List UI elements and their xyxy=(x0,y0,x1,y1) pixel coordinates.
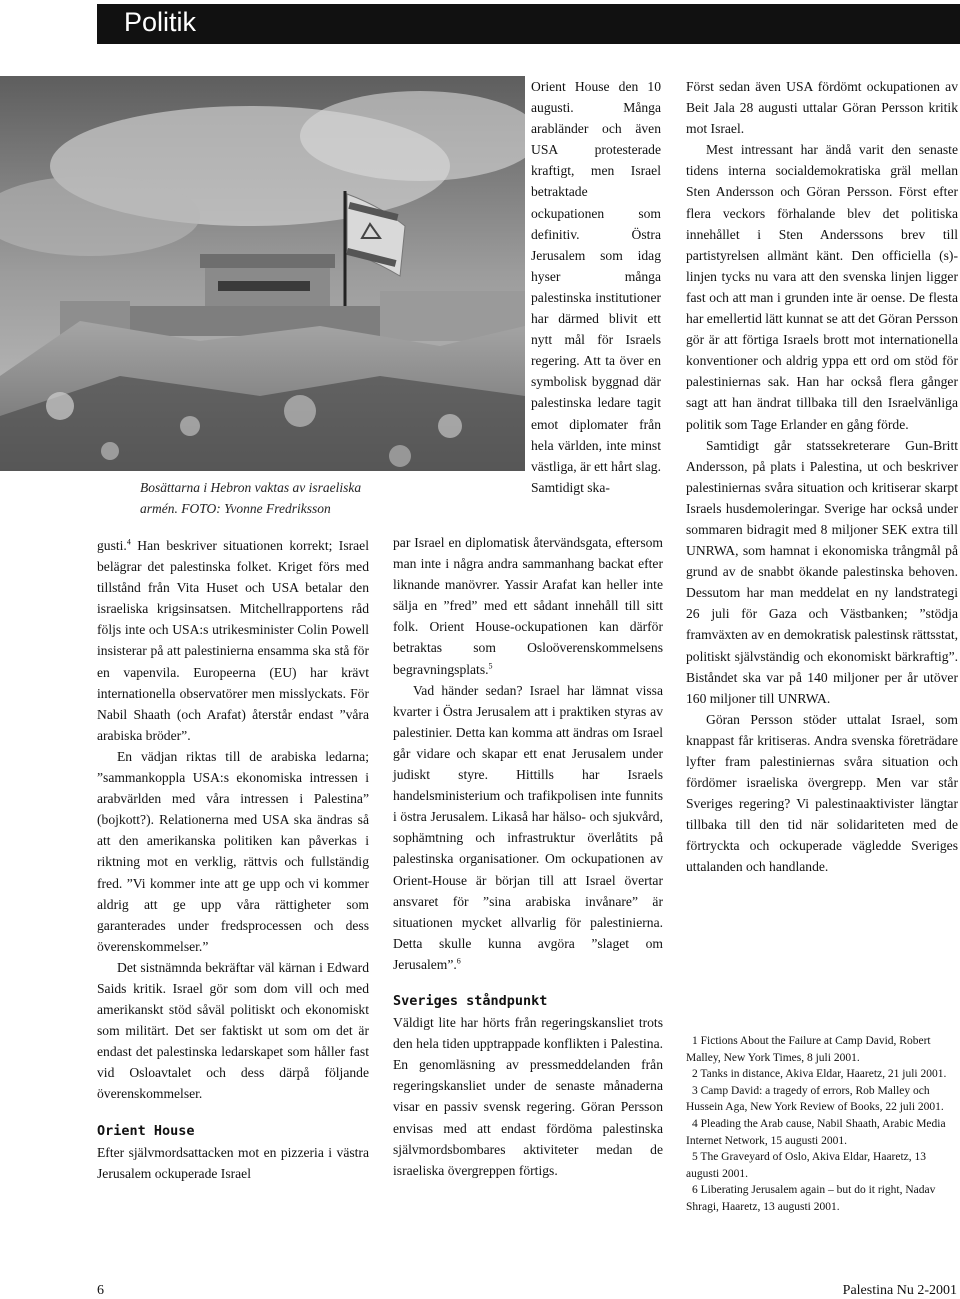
col1-paragraph-4: Efter självmordsattacken mot en pizzeria i västra Jerusalem ockuperade Israel xyxy=(97,1144,369,1181)
column-3 xyxy=(686,76,958,878)
col2-top-paragraph: Orient House den 10 augusti. Många arabländer och även USA protesterade kraftigt, men Israel betraktade ockupationen som definitiv. Östra Jerusalem som idag hyser många palestinska institutioner har därmed blivit ett nytt mål för Israels regering. Att ta över en symbolisk byggnad där palestinska ledare tagit emot diplomater från hela världen, inte minst västliga, är ett hårt slag. Samtidigt ska- xyxy=(531,79,661,495)
publication-footer: Palestina Nu 2-2001 xyxy=(842,1283,957,1298)
footnote-2: 2 Tanks in distance, Akiva Eldar, Haaretz, 21 juli 2001. xyxy=(692,1068,947,1081)
footnote-1: 1 Fictions About the Failure at Camp David, Robert Malley, New York Times, 8 juli 2001. xyxy=(686,1035,931,1064)
footnote-5: 5 The Graveyard of Oslo, Akiva Eldar, Haaretz, 13 augusti 2001. xyxy=(686,1151,927,1180)
column-1 xyxy=(97,535,369,1184)
col3-paragraph-4: Göran Persson stöder uttalat Israel, som knappast får kritiseras. Andra svenska företrädare lyfter fram palestiniernas svåra situation och fördömer israeliska övergrepp. Men var står Sveriges regering? Vi palestinaaktivister längtar tillbaka till den tid när solidariteten med de förtryckta och ockuperade vägledde Sveriges uttalanden och handlande. xyxy=(686,711,958,875)
col3-paragraph-2: Mest intressant har ändå varit den senaste tidens interna socialdemokratiska gräl mellan Sten Andersson och Göran Persson. Först efter flera veckors förhalande blev det politiska innehållet i Sten Anderssons brev till partistyrelsen allmänt känt. Den officiella (s)-linjen tycks nu vara att den svenska linjen ligger fast och att man i grunden inte är oense. De flesta har emellertid lätt kunnat se att det Göran Persson gör är att förtiga Israels brott mot internationella konventioner och aldrig yppa ett ord om stöd för palestiniernas sak. Han har också flera gånger sagt att han ändrat tillbaka till den Israelvänliga politik som Tage Erlander en gång förde. xyxy=(686,142,958,432)
col2-paragraph-1 xyxy=(393,532,663,680)
column-2-top xyxy=(531,76,661,498)
news-photo xyxy=(0,76,525,471)
page-number: 6 xyxy=(97,1283,104,1298)
col1-p1-text-b: Han beskriver situationen korrekt; Israel belägrar det palestinska folket. Kriget förs med tillstånd från Vita Huset och USA betalar den israeliska krigsinsatsen. Mitchellrapportens råd följs inte och USA:s utrikesminister Colin Powell insisterar på att palestinierna ensamma ska stå för en vapenvila. Europeerna (EU) har krävt internationella observatörer men misslyckats. För Nabil Shaath (och Arafat) återstår endast ”våra arabiska bröder”. xyxy=(97,538,369,743)
col1-p1-text-a: gusti. xyxy=(97,538,127,553)
section-title: Politik xyxy=(124,7,197,37)
column-2 xyxy=(393,532,663,1181)
footnote-4: 4 Pleading the Arab cause, Nabil Shaath, Arabic Media Internet Network, 15 augusti 2001. xyxy=(686,1117,946,1147)
col1-paragraph-2: En vädjan riktas till de arabiska ledarna; ”sammankoppla USA:s ekonomiska intressen i arabvärlden med våra intressen i Palestina” (bojkott?). Relationerna med USA ska ändras så att den amerikanska politiken kan påverkas i riktning mot en verklig, rättvis och fullständig fred. ”Vi kommer inte att ge upp och vi kommer aldrig att ge upp våra rättigheter som garanterades under fredsprocessen och dess överenskommelser.” xyxy=(97,748,369,954)
col2-paragraph-2 xyxy=(393,680,663,975)
col1-paragraph-3: Det sistnämnda bekräftar väl kärnan i Edward Saids kritik. Israel gör som dom vill och med amerikanskt stöd såväl politiskt och ekonomiskt som militärt. Det ser faktiskt ut som om det är endast det palestinska ledarskapet som håller fast vid Osloavtalet och dess därpå följande överenskommelser. xyxy=(97,959,369,1102)
subheading-sveriges-standpunkt: Sveriges ståndpunkt xyxy=(393,992,548,1009)
footnote-ref: 4 xyxy=(126,537,131,547)
section-header-bar xyxy=(97,4,960,44)
photo-illustration xyxy=(0,76,525,471)
footnote-ref: 5 xyxy=(488,661,493,671)
footnotes xyxy=(686,1033,958,1216)
subheading-orient-house: Orient House xyxy=(97,1122,195,1139)
col2-p2-text: Vad händer sedan? Israel har lämnat vissa kvarter i Östra Jerusalem att i praktiken styras av palestinier. Detta kan komma att ändras om Israel går vidare och skapar ett enat Jerusalem under judiskt styre. Hittills har Israels handelsministerium och trafikpolisen inte funnits i östra Jerusalem. Likaså har hälso- och sjukvård, sophämtning och infrastruktur överlåtits på palestinska organisationer. Om ockupationen av Orient-House är början till att Israel övertar ansvaret för ”sina arabiska invånare” är situationen mycket allvarlig för palestinierna. Detta skulle kunna avgöra ”slaget om Jerusalem”. xyxy=(393,682,663,972)
col1-paragraph-1 xyxy=(97,535,369,746)
col3-paragraph-3: Samtidigt går statssekreterare Gun-Britt Andersson, på plats i Palestina, ut och beskriver palestiniernas svåra situation och kritiserar skarpt Israels husdemoleringar. Sverige har också under sommaren bidragit med 8 miljoner SEK extra till UNRWA, som hamnat i ekonomiska trångmål på grund av de snabbt ökande palestinska behoven. Dessutom har man meddelat en ny landstrategi 26 juli för Gaza och Västbanken; ”stödja framväxten av en demokratisk palestinsk rättsstat, politiskt självständig och ekonomiskt bärkraftig”. Biståndet ska var på 140 miljoner per år utöver 160 miljoner till UNRWA. xyxy=(686,437,958,706)
col2-p1-text: par Israel en diplomatisk återvändsgata, eftersom man inte i några andra sammanhang backat efter liknande manövrer. Yassir Arafat kan heller inte sälja en ”fred” med ett sådant innehåll till sitt folk. Orient House-ockupationen kan därför betraktas som Osloöverenskommelsens begravningsplats. xyxy=(393,535,663,677)
col2-paragraph-3: Väldigt lite har hörts från regeringskansliet trots den hela tiden upptrappade konflikten i Palestina. En genomläsning av pressmeddelanden från regeringskansliet under de senaste månaderna visar en passiv svensk regering. Göran Persson envisas med att endast fördöma palestinska självmordsbombares aktiviteter medan de israeliska övergreppen förtigs. xyxy=(393,1015,663,1178)
photo-caption: Bosättarna i Hebron vaktas av israeliska armén. FOTO: Yvonne Fredriksson xyxy=(140,480,362,516)
footnote-6: 6 Liberating Jerusalem again – but do it right, Nadav Shragi, Haaretz, 13 augusti 2001. xyxy=(686,1184,936,1213)
footnote-ref: 6 xyxy=(456,956,461,966)
footnote-3: 3 Camp David: a tragedy of errors, Rob Malley och Hussein Aga, New York Review of Books, 22 juli 2001. xyxy=(686,1084,944,1114)
col3-paragraph-1: Först sedan även USA fördömt ockupationen av Beit Jala 28 augusti uttalar Göran Persson kritik mot Israel. xyxy=(686,79,958,137)
